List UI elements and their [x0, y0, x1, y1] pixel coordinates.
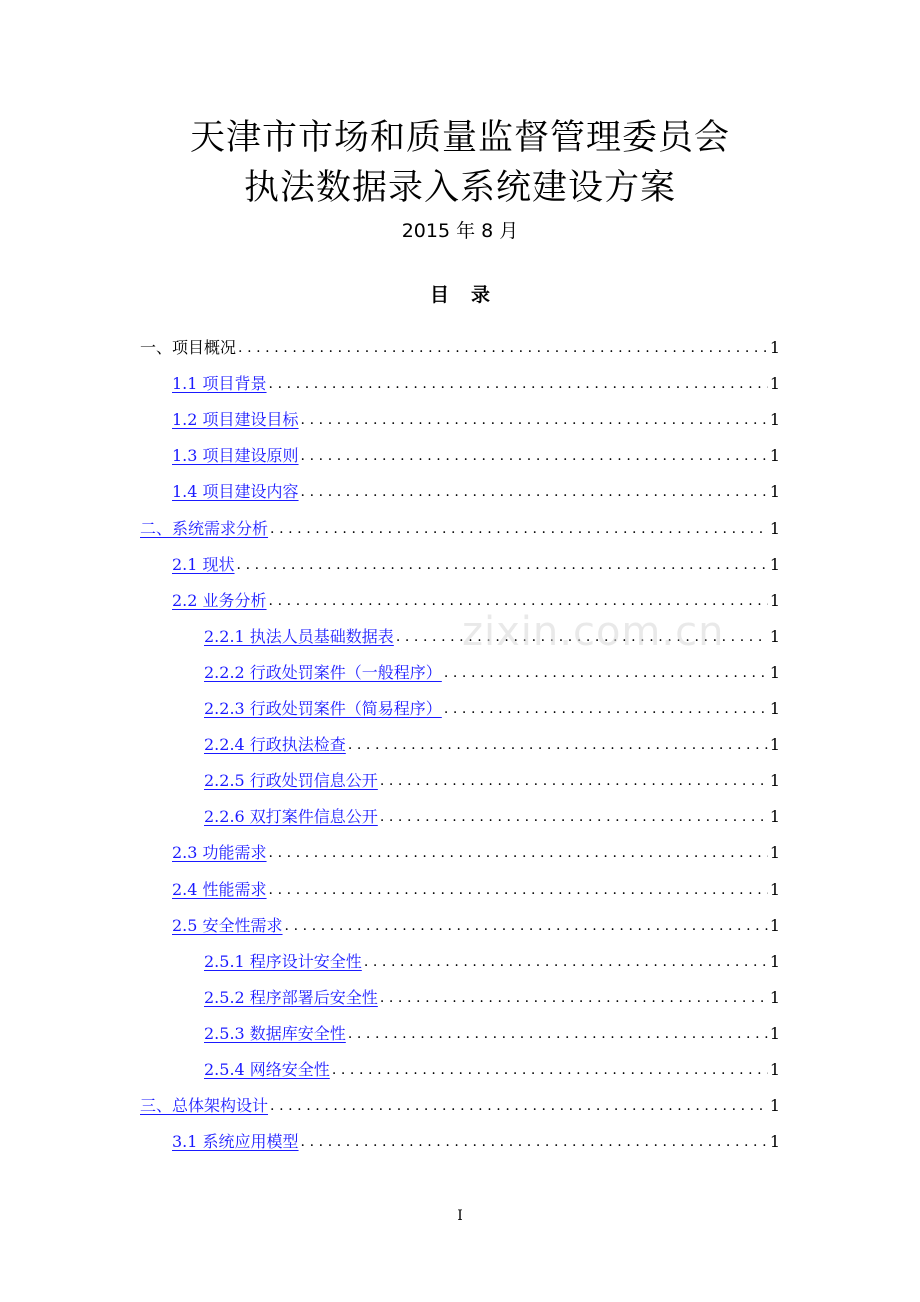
toc-entry-label[interactable]: 3.1 系统应用模型: [172, 1132, 299, 1152]
toc-entry-label[interactable]: 2.2 业务分析: [172, 590, 267, 610]
toc-entry-label[interactable]: 2.2.3 行政处罚案件（简易程序）: [204, 699, 442, 718]
document-title-line1: 天津市市场和质量监督管理委员会: [189, 118, 730, 158]
toc-entry-label[interactable]: 2.2.5 行政处罚信息公开: [204, 771, 378, 791]
toc-leader-dots: [348, 1023, 768, 1045]
document-title-line2: 执法数据录入系统建设方案: [243, 168, 676, 208]
toc-entry[interactable]: [172, 584, 780, 612]
toc-entry-label[interactable]: 2.2.1 执法人员基础数据表: [204, 626, 394, 646]
toc-leader-dots: [269, 373, 768, 395]
toc-entry[interactable]: [204, 945, 780, 973]
toc-entry[interactable]: [172, 836, 780, 864]
toc-entry[interactable]: [172, 439, 780, 467]
toc-entry[interactable]: [172, 367, 780, 395]
toc-leader-dots: [380, 806, 768, 828]
toc-leader-dots: [285, 915, 768, 937]
toc-leader-dots: [238, 337, 768, 359]
toc-entry-label[interactable]: 2.5 安全性需求: [172, 915, 283, 935]
toc-entry-page: 1: [769, 951, 780, 971]
toc-entry-label[interactable]: 2.2.4 行政执法检查: [204, 735, 346, 755]
toc-entry[interactable]: [172, 475, 780, 503]
toc-entry-page: 1: [769, 807, 780, 827]
toc-entry-page: 1: [769, 482, 780, 502]
toc-entry-label[interactable]: 2.5.4 网络安全性: [204, 1060, 330, 1079]
toc-leader-dots: [301, 1131, 768, 1153]
toc-entry-page: 1: [769, 662, 780, 682]
toc-entry-page: 1: [769, 879, 780, 899]
toc-leader-dots: [269, 842, 768, 864]
toc-entry-page: 1: [769, 554, 780, 574]
toc-entry-label[interactable]: 1.1 项目背景: [172, 374, 267, 394]
toc-entry[interactable]: [172, 548, 780, 576]
toc-entry-label[interactable]: 2.5.2 程序部署后安全性: [204, 987, 378, 1007]
toc-leader-dots: [270, 1095, 768, 1117]
toc-entry-label: 一、项目概况: [140, 338, 237, 357]
toc-leader-dots: [396, 626, 768, 648]
toc-leader-dots: [237, 554, 768, 576]
toc-entry[interactable]: [172, 403, 780, 431]
toc-leader-dots: [364, 951, 768, 973]
toc-entry-page: 1: [769, 1132, 780, 1152]
toc-entry-label[interactable]: 2.5.1 程序设计安全性: [204, 951, 362, 971]
toc-entry[interactable]: [140, 512, 780, 540]
toc-leader-dots: [332, 1059, 768, 1081]
toc-entry-label[interactable]: 1.2 项目建设目标: [172, 410, 299, 430]
toc-leader-dots: [269, 590, 768, 612]
toc-leader-dots: [301, 445, 768, 467]
toc-entry-page: 1: [769, 1096, 780, 1116]
toc-entry-label[interactable]: 2.5.3 数据库安全性: [204, 1023, 346, 1043]
footer-page-number: I: [457, 1208, 463, 1224]
toc-entry-label[interactable]: 2.3 功能需求: [172, 843, 267, 863]
toc-entry[interactable]: [172, 909, 780, 937]
toc-entry-page: 1: [769, 699, 780, 718]
toc-entry-page: 1: [769, 518, 780, 538]
toc-leader-dots: [301, 481, 768, 503]
toc-leader-dots: [380, 770, 768, 792]
toc-entry[interactable]: [204, 1053, 780, 1081]
toc-leader-dots: [270, 518, 768, 540]
toc-entry[interactable]: [204, 800, 780, 828]
toc-leader-dots: [380, 987, 768, 1009]
toc-entry[interactable]: [140, 1089, 780, 1117]
toc-entry-page: 1: [769, 338, 780, 357]
toc-entry-page: 1: [769, 915, 780, 935]
toc-entry[interactable]: [204, 728, 780, 756]
toc-entry-label[interactable]: 2.2.6 双打案件信息公开: [204, 807, 378, 827]
toc-entry-page: 1: [769, 987, 780, 1007]
toc-leader-dots: [269, 879, 768, 901]
toc-leader-dots: [301, 409, 768, 431]
toc-entry-label[interactable]: 2.1 现状: [172, 554, 235, 574]
toc-entry[interactable]: [204, 620, 780, 648]
watermark: zixin.com.cn: [462, 609, 725, 655]
toc-entry-page: 1: [769, 771, 780, 791]
toc-leader-dots: [444, 698, 768, 720]
toc-entry-page: 1: [769, 1060, 780, 1079]
toc-entry-page: 1: [769, 446, 780, 466]
toc-entry-label[interactable]: 2.2.2 行政处罚案件（一般程序）: [204, 662, 442, 682]
toc-entry-page: 1: [769, 735, 780, 755]
toc-entry-label[interactable]: 三、总体架构设计: [140, 1096, 269, 1116]
toc-entry[interactable]: [204, 764, 780, 792]
document-date: 2015 年 8 月: [401, 220, 519, 242]
toc-entry[interactable]: [204, 1017, 780, 1045]
toc-entry-page: 1: [769, 374, 780, 394]
toc-entry-page: 1: [769, 843, 780, 863]
toc-entry-page: 1: [769, 626, 780, 646]
toc-entry-page: 1: [769, 590, 780, 610]
toc-leader-dots: [348, 734, 768, 756]
toc-entry-label[interactable]: 1.3 项目建设原则: [172, 446, 299, 466]
toc-entry-label[interactable]: 1.4 项目建设内容: [172, 482, 299, 502]
toc-entry: [140, 331, 780, 359]
toc-entry-page: 1: [769, 1023, 780, 1043]
toc-leader-dots: [444, 662, 768, 684]
toc-entry[interactable]: [172, 873, 780, 901]
toc-heading: 目录: [429, 284, 512, 306]
toc-entry-label[interactable]: 2.4 性能需求: [172, 879, 267, 899]
toc-entry[interactable]: [204, 692, 780, 720]
toc-entry[interactable]: [204, 656, 780, 684]
toc-entry-label[interactable]: 二、系统需求分析: [140, 518, 269, 538]
toc-entry[interactable]: [172, 1125, 780, 1153]
toc-entry[interactable]: [204, 981, 780, 1009]
toc-entry-page: 1: [769, 410, 780, 430]
